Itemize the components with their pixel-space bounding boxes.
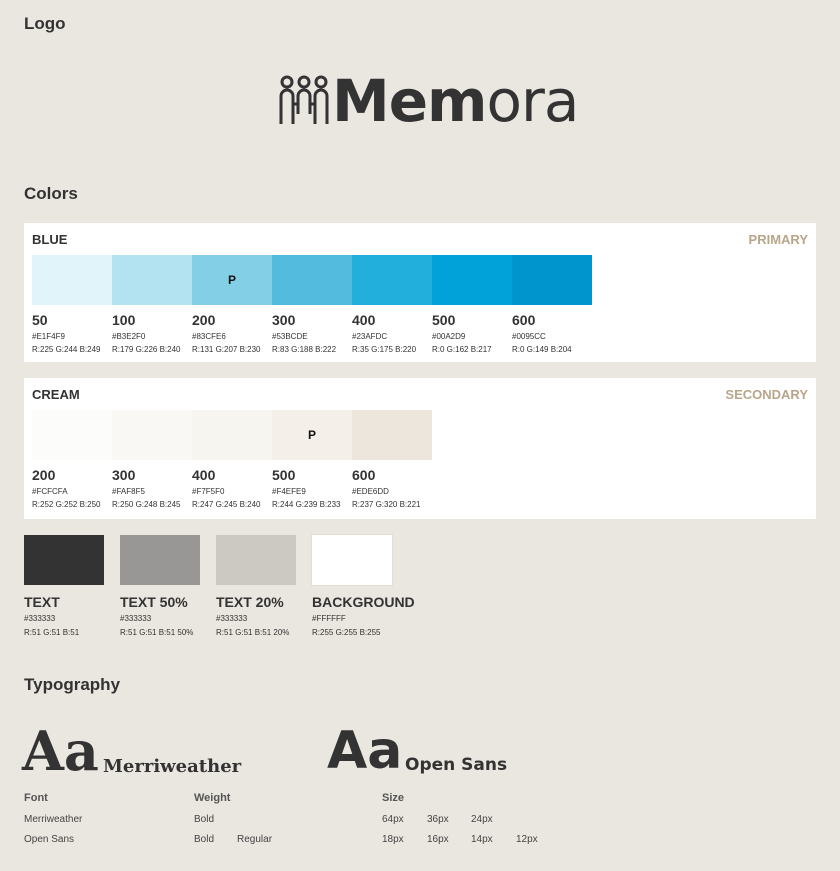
sans-sample-glyphs: Aa: [327, 721, 403, 781]
swatch-hex-value: #F7F5F0: [192, 487, 225, 496]
neutral-swatch: [24, 535, 104, 585]
font-row-name: Merriweather: [24, 814, 83, 825]
swatch-hex-value: #0095CC: [512, 332, 546, 341]
neutral-hex-value: #FFFFFF: [312, 614, 346, 623]
neutral-rgb-value: R:51 G:51 B:51 20%: [216, 628, 290, 637]
swatch-shade-label: 500: [272, 467, 296, 483]
swatch-rgb-value: R:179 G:226 B:240: [112, 345, 181, 354]
neutral-swatch: [312, 535, 392, 585]
primary-tag: PRIMARY: [748, 232, 808, 247]
swatch-shade-label: 600: [512, 312, 536, 328]
colors-section-title: Colors: [24, 184, 78, 203]
swatch-shade-label: 400: [352, 312, 376, 328]
swatch-rgb-value: R:252 G:252 B:250: [32, 500, 101, 509]
swatch-hex-value: #53BCDE: [272, 332, 308, 341]
neutral-rgb-value: R:51 G:51 B:51: [24, 628, 80, 637]
neutral-name: TEXT: [24, 594, 60, 610]
swatch-shade-label: 300: [112, 467, 136, 483]
swatch-hex-value: #23AFDC: [352, 332, 388, 341]
font-row-size: 14px: [471, 834, 493, 845]
weight-column-header: Weight: [194, 792, 231, 804]
cream-palette-panel: [24, 378, 816, 519]
swatch-rgb-value: R:247 G:245 B:240: [192, 500, 261, 509]
neutral-name: TEXT 20%: [216, 594, 284, 610]
font-column-header: Font: [24, 792, 48, 804]
font-row-name: Open Sans: [24, 834, 75, 845]
font-row-size: 18px: [382, 834, 404, 845]
brand-wordmark-bold: Mem: [332, 67, 487, 135]
cream-swatch-600: [352, 410, 432, 460]
neutral-swatch: [216, 535, 296, 585]
logo-section-title: Logo: [24, 14, 66, 33]
size-column-header: Size: [382, 792, 405, 804]
swatch-rgb-value: R:225 G:244 B:249: [32, 345, 101, 354]
blue-swatch-50: [32, 255, 112, 305]
font-row-weight: Bold: [194, 814, 215, 825]
swatch-shade-label: 600: [352, 467, 376, 483]
swatch-rgb-value: R:244 G:239 B:233: [272, 500, 341, 509]
neutral-rgb-value: R:51 G:51 B:51 50%: [120, 628, 194, 637]
swatch-hex-value: #83CFE6: [192, 332, 226, 341]
secondary-tag: SECONDARY: [725, 387, 808, 402]
blue-palette-label: BLUE: [32, 232, 68, 247]
swatch-shade-label: 500: [432, 312, 456, 328]
swatch-rgb-value: R:250 G:248 B:245: [112, 500, 181, 509]
brand-wordmark-light: ora: [486, 67, 579, 135]
font-row-size: 64px: [382, 814, 404, 825]
neutral-hex-value: #333333: [24, 614, 56, 623]
blue-swatch-400: [352, 255, 432, 305]
brand-wordmark: [332, 67, 579, 135]
primary-marker: P: [307, 428, 316, 442]
swatch-rgb-value: R:0 G:162 B:217: [432, 345, 492, 354]
primary-marker: P: [227, 273, 236, 287]
swatch-shade-label: 200: [192, 312, 216, 328]
serif-font-name: Merriweather: [103, 756, 242, 777]
blue-swatch-100: [112, 255, 192, 305]
neutral-name: TEXT 50%: [120, 594, 188, 610]
swatch-rgb-value: R:237 G:320 B:221: [352, 500, 421, 509]
neutral-rgb-value: R:255 G:255 B:255: [312, 628, 381, 637]
cream-swatch-200: [32, 410, 112, 460]
swatch-hex-value: #FCFCFA: [32, 487, 68, 496]
swatch-shade-label: 100: [112, 312, 136, 328]
swatch-rgb-value: R:35 G:175 B:220: [352, 345, 417, 354]
swatch-shade-label: 300: [272, 312, 296, 328]
swatch-shade-label: 200: [32, 467, 56, 483]
neutral-swatch: [120, 535, 200, 585]
cream-palette-label: CREAM: [32, 387, 80, 402]
font-row-weight: Regular: [237, 834, 273, 845]
serif-sample-glyphs: Aa: [22, 719, 99, 783]
neutral-hex-value: #333333: [120, 614, 152, 623]
cream-swatch-300: [112, 410, 192, 460]
swatch-shade-label: 400: [192, 467, 216, 483]
swatch-hex-value: #F4EFE9: [272, 487, 306, 496]
blue-palette-panel: [24, 223, 816, 362]
swatch-hex-value: #00A2D9: [432, 332, 466, 341]
swatch-rgb-value: R:131 G:207 B:230: [192, 345, 261, 354]
swatch-hex-value: #FAF8F5: [112, 487, 145, 496]
swatch-shade-label: 50: [32, 312, 48, 328]
neutral-hex-value: #333333: [216, 614, 248, 623]
brand-logo: [278, 67, 579, 135]
swatch-rgb-value: R:0 G:149 B:204: [512, 345, 572, 354]
cream-swatch-400: [192, 410, 272, 460]
font-row-weight: Bold: [194, 834, 215, 845]
swatch-hex-value: #E1F4F9: [32, 332, 65, 341]
swatch-rgb-value: R:83 G:188 B:222: [272, 345, 337, 354]
blue-swatch-600: [512, 255, 592, 305]
people-group-icon: [278, 74, 330, 126]
neutral-name: BACKGROUND: [312, 594, 415, 610]
font-row-size: 36px: [427, 814, 449, 825]
font-row-size: 12px: [516, 834, 538, 845]
blue-swatch-300: [272, 255, 352, 305]
swatch-hex-value: #B3E2F0: [112, 332, 146, 341]
typography-section-title: Typography: [24, 675, 121, 694]
blue-swatch-500: [432, 255, 512, 305]
font-row-size: 24px: [471, 814, 493, 825]
cream-swatch-500: [272, 410, 352, 460]
blue-swatch-200: [192, 255, 272, 305]
sans-font-name: Open Sans: [405, 755, 508, 775]
font-row-size: 16px: [427, 834, 449, 845]
swatch-hex-value: #EDE6DD: [352, 487, 389, 496]
